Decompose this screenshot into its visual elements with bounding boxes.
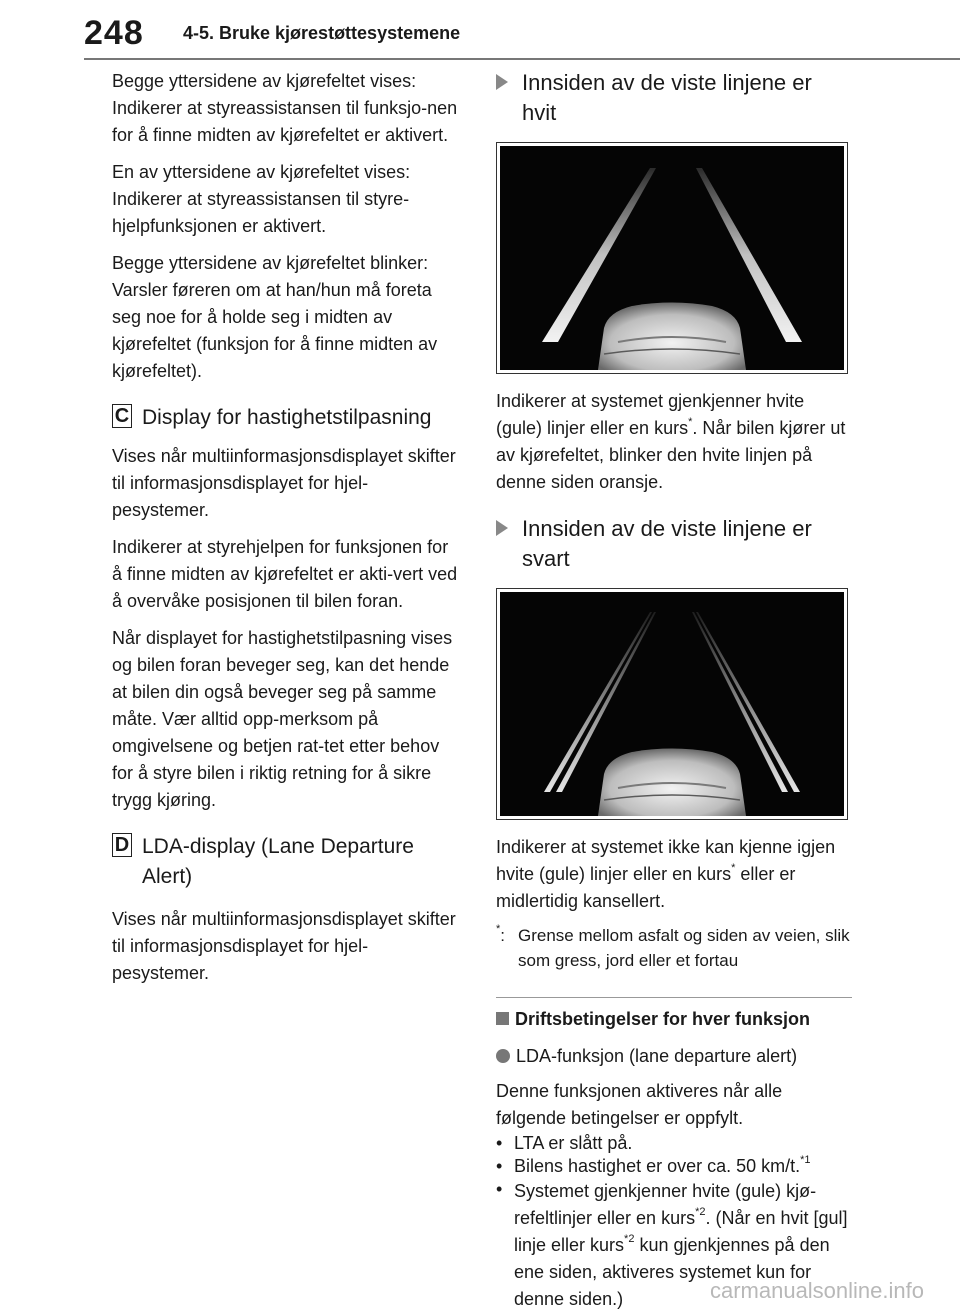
conditions-intro: Denne funksjonen aktiveres når alle følgende betingelser er oppfylt. [496, 1081, 783, 1128]
item2-heading-text: Innsiden av de viste linjene er svart [522, 516, 812, 571]
paragraph: En av yttersidene av kjørefeltet vises: Indikerer at styreassistansen til styre-hjelpfunksjonen er aktivert. [112, 162, 411, 236]
page-header [0, 0, 960, 64]
section-c-heading [112, 403, 462, 433]
footnote-mark: * [496, 923, 501, 936]
footnote-ref: *2 [624, 1233, 635, 1245]
lane-lines-black-image [500, 592, 844, 816]
lane-lines-white-image [500, 146, 844, 370]
section-letter-d: D [112, 833, 132, 857]
paragraph: Vises når multiinformasjonsdisplayet skifter til informasjonsdisplayet for hjel-pesystemer. [112, 909, 456, 983]
section-title: 4-5. Bruke kjørestøttesystemene [183, 23, 461, 43]
footnote: *: Grense mellom asfalt og siden av veien, slik som gress, jord eller et fortau [496, 923, 852, 973]
footnote-ref: * [731, 862, 736, 874]
item2-heading [496, 514, 852, 574]
conditions-subheading: LDA-funksjon (lane departure alert) [496, 1043, 852, 1070]
square-bullet-icon [496, 1012, 509, 1025]
footnote-ref: *2 [695, 1206, 706, 1218]
right-column [496, 68, 852, 1314]
paragraph: Indikerer at styrehjelpen for funksjonen for å finne midten av kjørefeltet er akti-vert ved å overvåke posisjonen til bilen foran. [112, 537, 458, 611]
left-column [112, 68, 462, 987]
paragraph: Begge yttersidene av kjørefeltet blinker: Varsler føreren om at han/hun må foreta seg noe for å holde seg i midten av kjørefeltet (funksjon for å finne midten av kjørefeltet). [112, 253, 438, 381]
watermark: carmanualsonline.info [709, 1278, 924, 1303]
conditions-heading: Driftsbetingelser for hver funksjon [496, 1006, 852, 1033]
lane-display-figure-white [496, 142, 848, 374]
paragraph: Når displayet for hastighetstilpasning vises og bilen foran beveger seg, kan det hende at bilen din også beveger seg på samme måte. Vær alltid opp-merksom på omgivelsene og betjen rat-tet etter behov for å styre bilen i riktig retning for å sikre trygg kjøring. [112, 628, 453, 810]
paragraph: Vises når multiinformasjonsdisplayet skifter til informasjonsdisplayet for hjel-pesystemer. [112, 446, 456, 520]
section-c-title: Display for hastighetstilpasning [142, 406, 432, 429]
paragraph: Begge yttersidene av kjørefeltet vises: Indikerer at styreassistansen til funksjo-nen for å finne midten av kjørefeltet er aktivert. [112, 71, 458, 145]
list-item: • Bilens hastighet er over ca. 50 km/t.$^{*1}$ [496, 1154, 811, 1176]
list-item: • Systemet gjenkjenner hvite (gule) kjø-refeltlinjer eller en kurs$^{*2}$. (Når en hvit [gul] linje eller kurs$^{*2}$ kun gjenkjennes på den ene siden, aktiveres systemet kun for denne siden.) [496, 1179, 848, 1309]
item1-description: Indikerer at systemet gjenkjenner hvite (gule) linjer eller en kurs*. Når bilen kjører ut av kjørefeltet, blinker den hvite linjen på denne siden oransje. [496, 391, 846, 492]
footnote-text: Grense mellom asfalt og siden av veien, slik som gress, jord eller et fortau [518, 926, 850, 970]
page-number: 248 [84, 14, 144, 52]
footnote-ref: * [688, 416, 693, 428]
section-d-title: LDA-display (Lane Departure Alert) [142, 835, 414, 888]
section-letter-c: C [112, 404, 132, 428]
lane-display-figure-black [496, 588, 848, 820]
triangle-bullet-icon [496, 520, 508, 536]
footnote-ref: *1 [800, 1154, 811, 1166]
item1-heading-text: Innsiden av de viste linjene er hvit [522, 70, 812, 125]
header-rule [84, 58, 960, 60]
item1-heading [496, 68, 852, 128]
triangle-bullet-icon [496, 74, 508, 90]
divider [496, 997, 852, 998]
circle-bullet-icon [496, 1049, 510, 1063]
list-item: • LTA er slått på. [496, 1133, 633, 1153]
section-d-heading [112, 832, 462, 892]
item2-description: Indikerer at systemet ikke kan kjenne igjen hvite (gule) linjer eller en kurs* eller er midlertidig kansellert. [496, 837, 836, 911]
